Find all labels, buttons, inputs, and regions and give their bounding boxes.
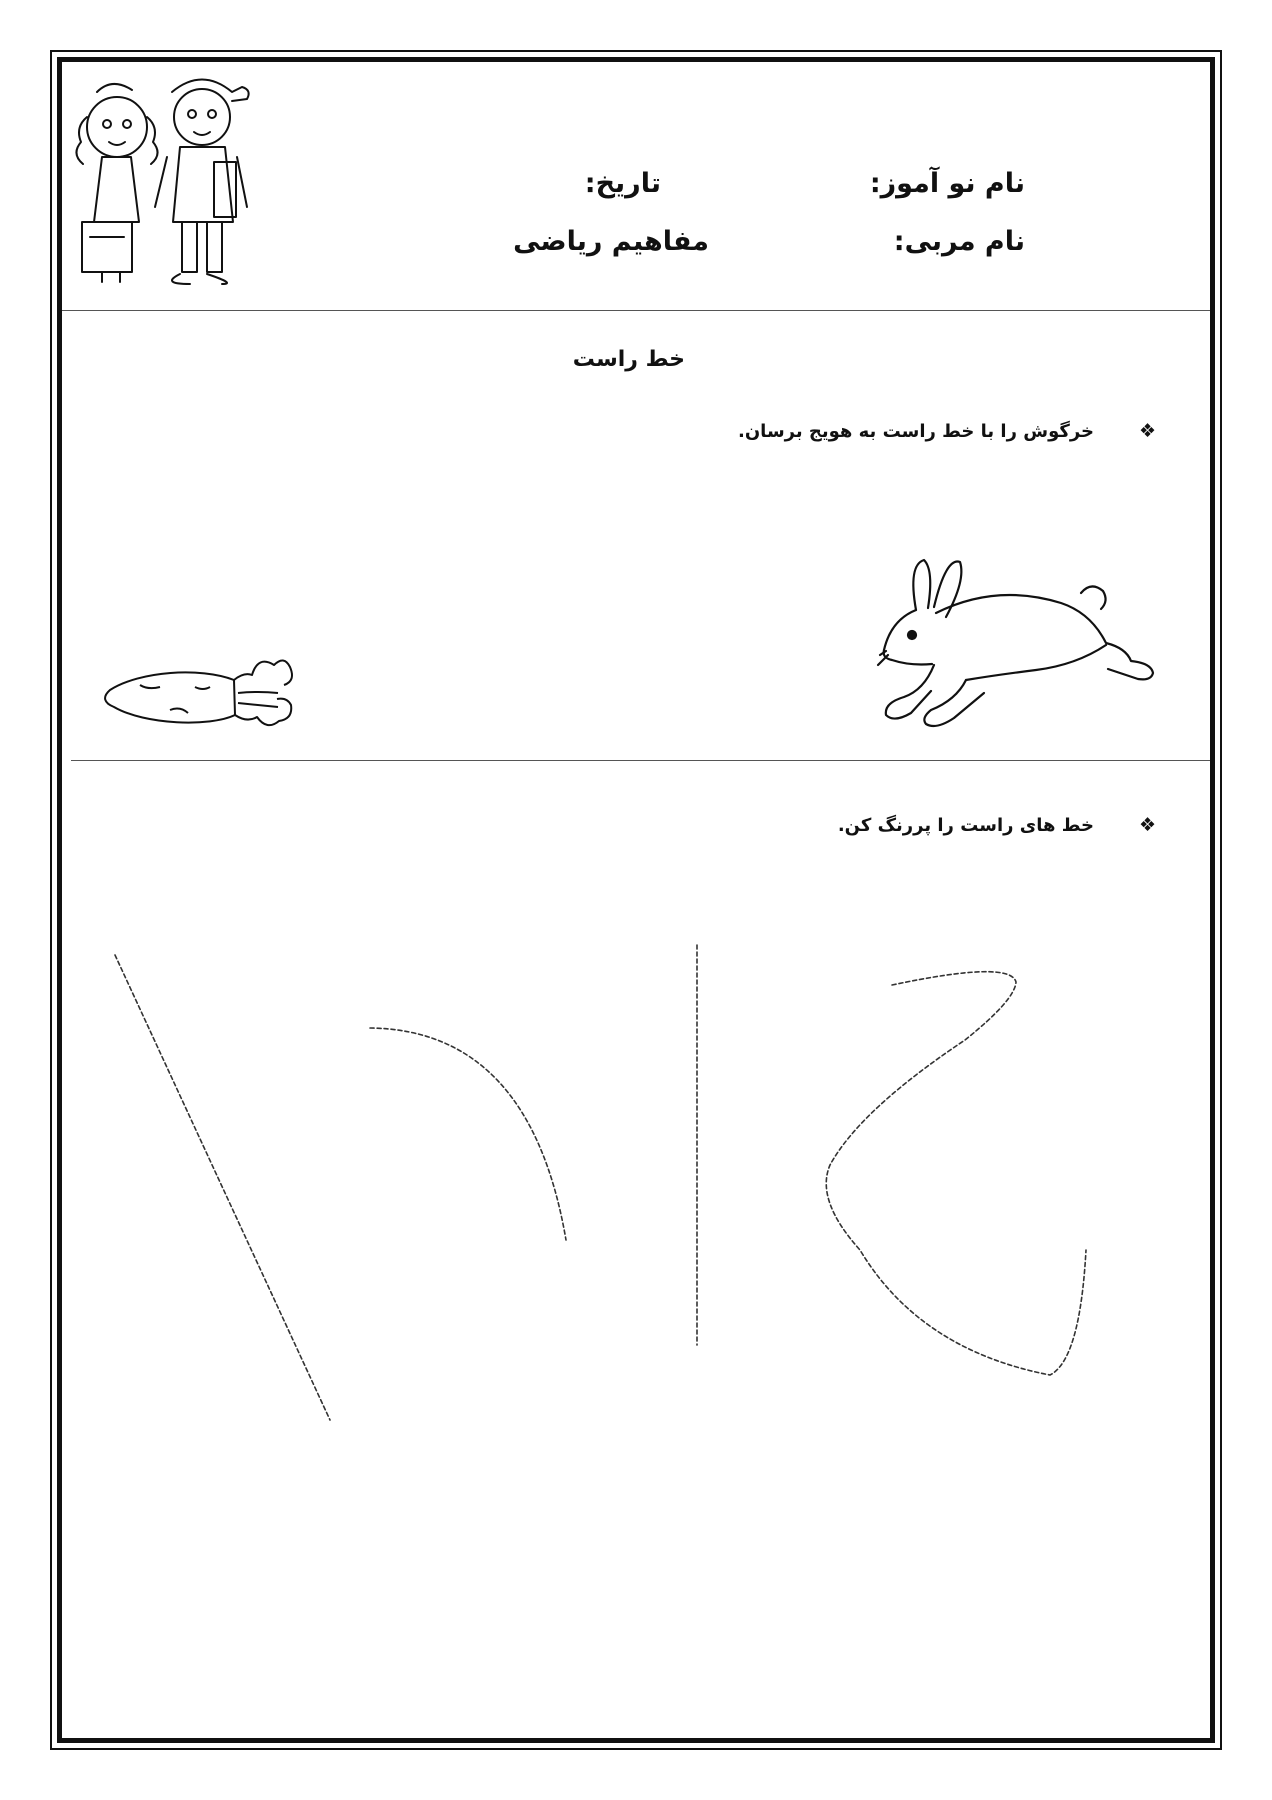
- bullet-icon: ❖: [1139, 420, 1157, 442]
- bullet-icon: ❖: [1139, 814, 1157, 836]
- worksheet-title: خط راست: [572, 347, 685, 372]
- subject-title: مفاهیم ریاضی: [513, 226, 709, 257]
- exercise-2-instruction: خط های راست را پررنگ کن.: [837, 815, 1094, 836]
- teacher-name-label: نام مربی:: [893, 226, 1025, 257]
- exercise-1-instruction: خرگوش را با خط راست به هویج برسان.: [737, 421, 1094, 442]
- tracing-curve-arc: [370, 1028, 566, 1240]
- tracing-line-diagonal: [115, 955, 330, 1420]
- student-name-label: نام نو آموز:: [869, 168, 1025, 199]
- date-label: تاریخ:: [584, 168, 661, 199]
- tracing-curve-zigzag: [826, 972, 1086, 1375]
